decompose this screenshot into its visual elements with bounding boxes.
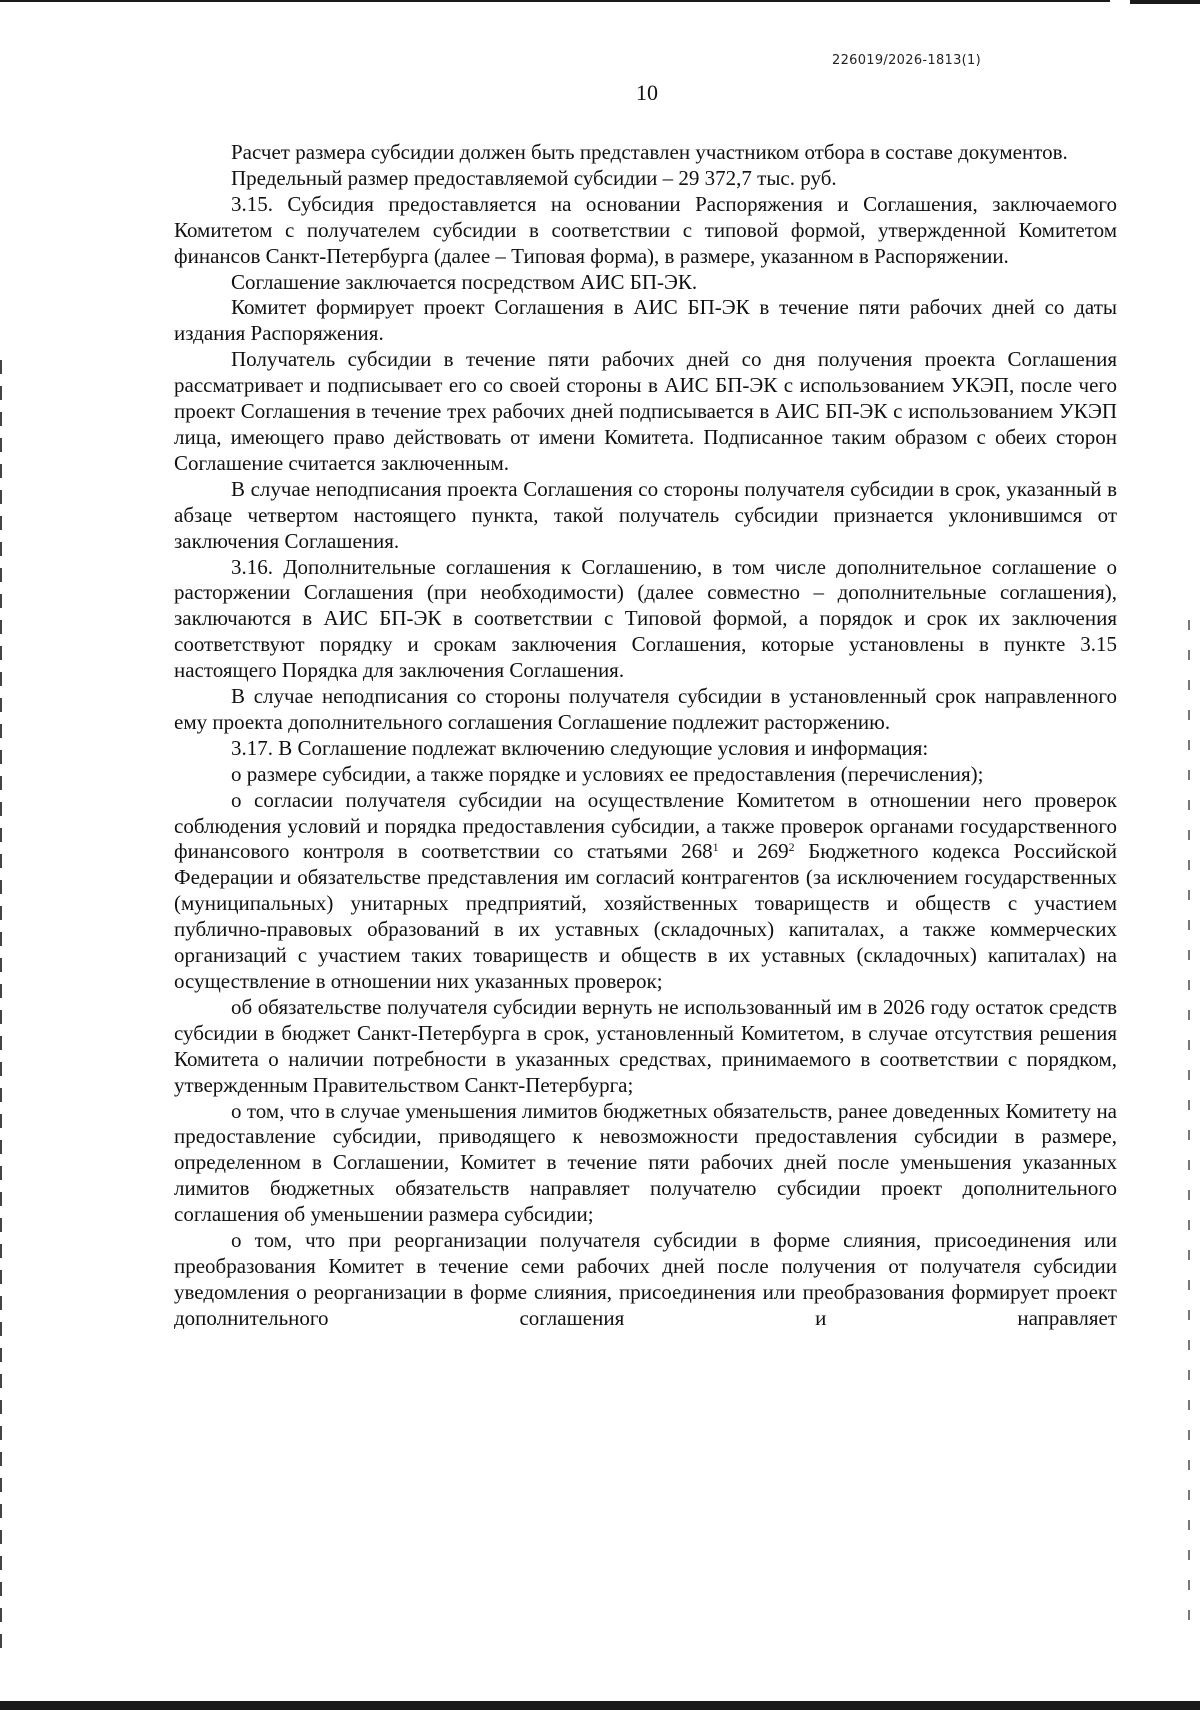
page-number: 10 [636,80,658,105]
article-268-superscript: 1 [712,840,719,855]
paragraph-3-17: 3.17. В Соглашение подлежат включению следующие условия и информация: [231,735,929,760]
paragraph-limit-reduction: о том, что в случае уменьшения лимитов бюджетных обязательств, ранее доведенных Комитету на предоставление субсидии, приводящего к невозможности предоставления субсидии в размере, определенном в Соглашении, Комитет в течение пяти рабочих дней после уменьшения указанных лимитов бюджетных обязательств направляет получателю субсидии проект дополнительного соглашения об уменьшении размера субсидии; [174,1098,1117,1227]
paragraph-agreement-system: Соглашение заключается посредством АИС БП-ЭК. [231,269,698,294]
paragraph-non-signing: В случае неподписания проекта Соглашения со стороны получателя субсидии в срок, указанный в абзаце четвертом настоящего пункта, такой получатель субсидии признается уклонившимся от заключения Соглашения. [174,476,1117,553]
paragraph-termination: В случае неподписания со стороны получателя субсидии в установленный срок направленного ему проекта дополнительного соглашения Соглашение подлежит расторжению. [174,684,1117,734]
scan-mark-top-right [1130,0,1200,4]
paragraph-3-15: 3.15. Субсидия предоставляется на основании Распоряжения и Соглашения, заключаемого Комитетом с получателем субсидии в соответствии с типовой формой, утвержденной Комитетом финансов Санкт-Петербурга (далее – Типовая форма), в размере, указанном в Распоряжении. [174,191,1117,268]
document-body [174,140,1117,1332]
paragraph-3-16: 3.16. Дополнительные соглашения к Соглашению, в том числе дополнительное соглашение о расторжении Соглашения (при необходимости) (далее совместно – дополнительные соглашения), заключаются в АИС БП-ЭК в соответствии с Типовой формой, а порядок и срок их заключения соответствуют порядку и срокам заключения Соглашения, которые установлены в пункте 3.15 настоящего Порядка для заключения Соглашения. [174,554,1117,683]
registration-number: 226019/2026-1813(1) [832,53,981,68]
consent-text-start: о согласии получателя субсидии на осуществление Комитетом в отношении него проверок соблюдения условий и порядка предоставления субсидии, а также проверок органами государственного финансового контроля в соответствии со статьями [174,787,1117,864]
article-269-superscript: 2 [788,840,795,855]
scan-border-top [0,0,1110,2]
paragraph-signing-procedure: Получатель субсидии в течение пяти рабочих дней со дня получения проекта Соглашения рассматривает и подписывает его со своей стороны в АИС БП-ЭК с использованием УКЭП, после чего проект Соглашения в течение трех рабочих дней подписывается в АИС БП-ЭК с использованием УКЭП лица, имеющего право действовать от имени Комитета. Подписанное таким образом с обеих сторон Соглашение считается заключенным. [174,347,1117,475]
paragraph-audit-consent [174,788,1117,995]
consent-text-and: и [718,839,758,864]
paragraph-max-subsidy: Предельный размер предоставляемой субсидии – 29 372,7 тыс. руб. [231,165,837,190]
article-269: 269 [757,839,789,864]
paragraph-return-obligation: об обязательстве получателя субсидии вернуть не использованный им в 2026 году остаток средств субсидии в бюджет Санкт-Петербурга в срок, установленный Комитетом, в случае отсутствия решения Комитета о наличии потребности в указанных средствах, принимаемого в соответствии с порядком, утвержденным Правительством Санкт-Петербурга; [174,994,1117,1097]
consent-text-end: Бюджетного кодекса Российской Федерации и обязательстве представления им согласий контрагентов (за исключением государственных (муниципальных) унитарных предприятий, хозяйственных товариществ и обществ с участием публично-правовых образований в их уставных (складочных) капиталах, а также коммерческих организаций с участием таких товариществ и обществ в их уставных (складочных) капиталах) на осуществление в отношении них указанных проверок; [174,839,1117,993]
paragraph-draft-formation: Комитет формирует проект Соглашения в АИС БП-ЭК в течение пяти рабочих дней со даты издания Распоряжения. [174,295,1117,346]
paragraph-reorganization: о том, что при реорганизации получателя субсидии в форме слияния, присоединения или преобразования Комитет в течение семи рабочих дней после получения от получателя субсидии уведомления о реорганизации в форме слияния, присоединения или преобразования формирует проект дополнительного соглашения и направляет [174,1228,1117,1330]
scan-edge-right [1188,620,1190,1620]
paragraph-subsidy-amount: о размере субсидии, а также порядке и условиях ее предоставления (перечисления); [231,761,984,786]
paragraph-calculation: Расчет размера субсидии должен быть представлен участником отбора в составе документов. [231,140,1068,164]
scan-edge-left [0,360,2,1660]
article-268: 268 [681,839,713,864]
scan-border-bottom [0,1701,1200,1710]
